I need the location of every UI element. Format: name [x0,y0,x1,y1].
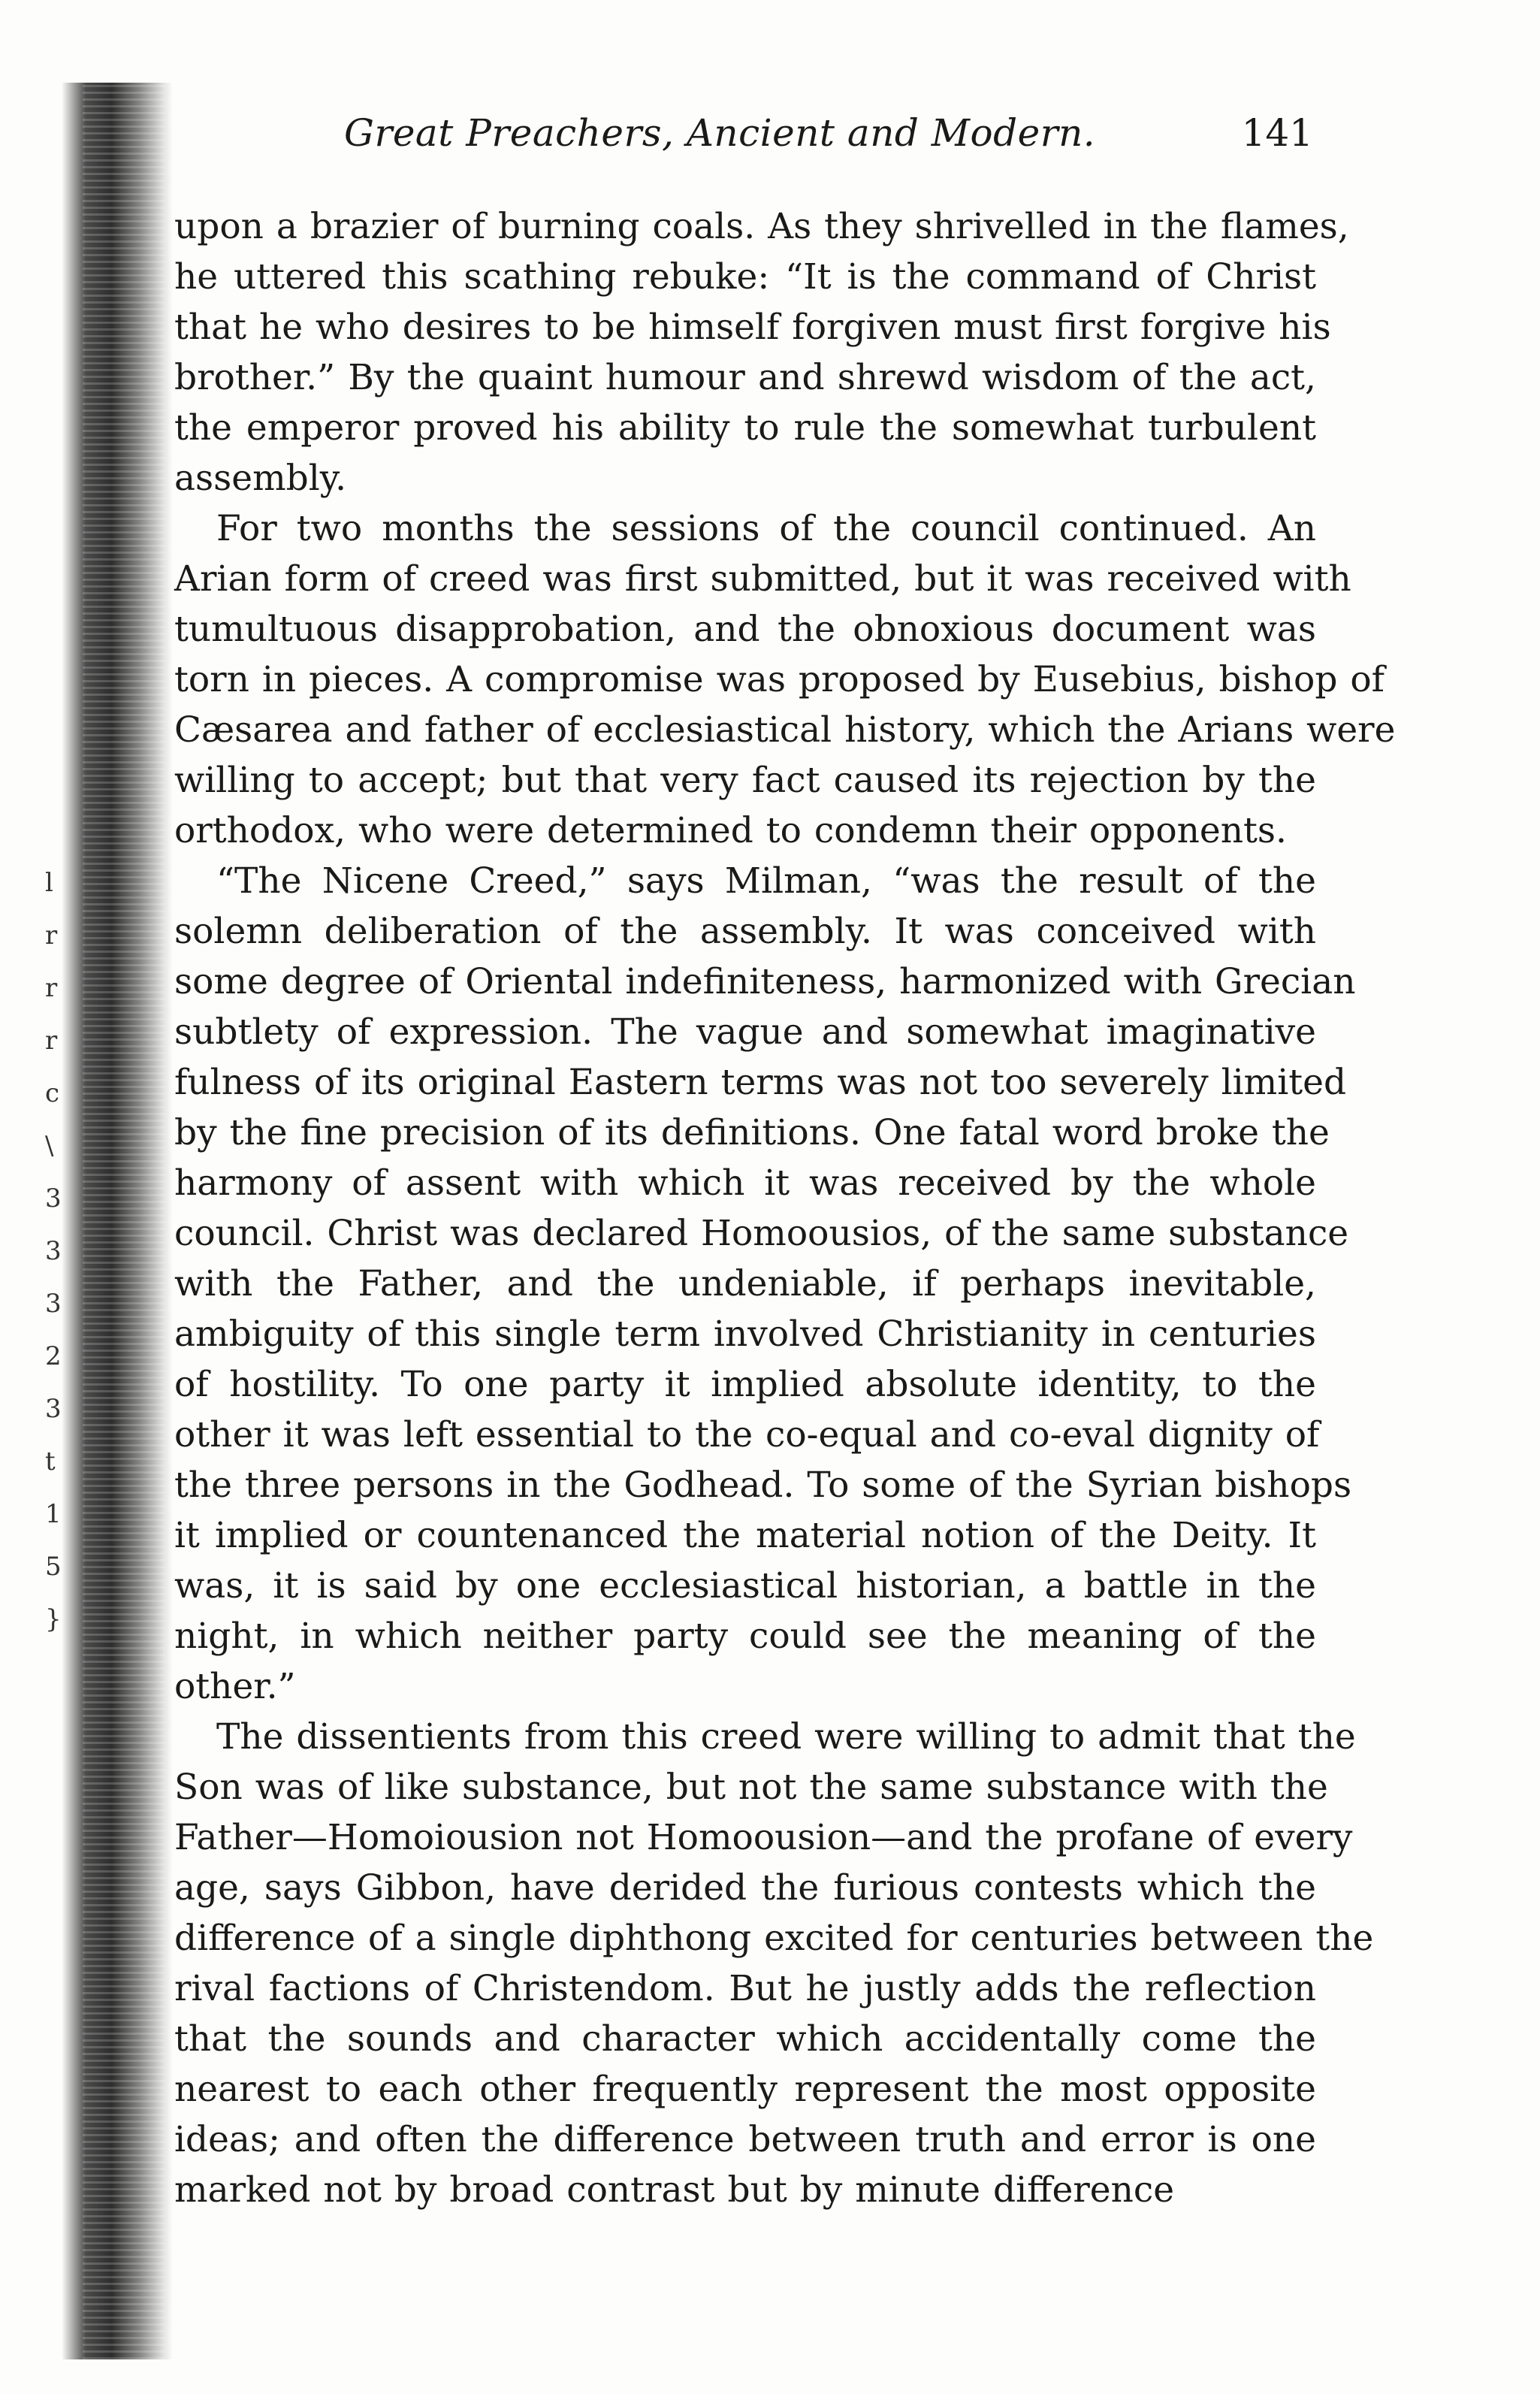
text-line: ideas; and often the difference between truth and error is one [174,2119,1316,2160]
text-line: night, in which neither party could see the meaning of the [174,1616,1316,1657]
text-line: some degree of Oriental indefiniteness, harmonized with Grecian [174,961,1356,1002]
margin-mark: 3 [45,1183,62,1214]
margin-mark: r [45,1026,58,1056]
text-line: that the sounds and character which accidentally come the [174,2018,1316,2060]
margin-mark: l [45,868,53,898]
margin-mark: 5 [45,1552,62,1582]
text-line: nearest to each other frequently represent the most opposite [174,2069,1316,2110]
margin-mark: } [45,1604,62,1634]
text-line: tumultuous disapprobation, and the obnoxious document was [174,609,1316,650]
margin-mark: r [45,973,58,1003]
text-line: he uttered this scathing rebuke: “It is the command of Christ [174,256,1316,298]
margin-mark: 2 [45,1341,62,1371]
text-line: the three persons in the Godhead. To some of the Syrian bishops [174,1465,1352,1506]
text-line: ambiguity of this single term involved Christianity in centuries [174,1313,1316,1355]
text-line: fulness of its original Eastern terms was not too severely limited [174,1062,1347,1103]
text-line: other it was left essential to the co-equal and co-eval dignity of [174,1414,1320,1455]
margin-mark: t [45,1446,56,1477]
paragraph [174,503,1396,856]
text-line: For two months the sessions of the council continued. An [216,508,1316,549]
margin-mark: 3 [45,1236,62,1266]
margin-mark: 3 [45,1289,62,1319]
paragraph [174,1712,1374,2215]
text-line: solemn deliberation of the assembly. It was conceived with [174,911,1316,952]
text-line: Father—Homoiousion not Homoousion—and the profane of every [174,1817,1353,1858]
page-header [344,111,1313,164]
running-title: Great Preachers, Ancient and Modern. [344,111,1096,155]
text-line: age, says Gibbon, have derided the furious contests which the [174,1867,1316,1909]
text-line: The dissentients from this creed were willing to admit that the [216,1716,1356,1758]
text-line: assembly. [174,458,347,499]
text-line: marked not by broad contrast but by minute difference [174,2169,1175,2211]
text-line: “The Nicene Creed,” says Milman, “was the result of the [216,860,1316,902]
text-line: subtlety of expression. The vague and somewhat imaginative [174,1011,1316,1053]
text-line: rival factions of Christendom. But he justly adds the reflection [174,1968,1316,2009]
text-line: Son was of like substance, but not the same substance with the [174,1767,1328,1808]
margin-mark: r [45,920,58,951]
body-text [174,201,1396,2215]
text-line: difference of a single diphthong excited for centuries between the [174,1918,1374,1959]
text-line: harmony of assent with which it was received by the whole [174,1162,1316,1204]
margin-marks [45,857,75,2134]
text-line: that he who desires to be himself forgiven must first forgive his [174,307,1331,348]
text-line: council. Christ was declared Homoousios, of the same substance [174,1213,1349,1254]
text-line: Cæsarea and father of ecclesiastical history, which the Arians were [174,709,1396,751]
page-number: 141 [1241,111,1313,155]
text-line: willing to accept; but that very fact caused its rejection by the [174,760,1316,801]
text-line: the emperor proved his ability to rule the somewhat turbulent [174,407,1316,449]
text-line: it implied or countenanced the material notion of the Deity. It [174,1515,1316,1556]
text-line: other.” [174,1666,296,1707]
paragraph [174,856,1356,1712]
text-line: orthodox, who were determined to condemn their opponents. [174,810,1287,851]
text-line: with the Father, and the undeniable, if perhaps inevitable, [174,1263,1316,1304]
text-line: by the fine precision of its definitions. One fatal word broke the [174,1112,1330,1153]
text-line: brother.” By the quaint humour and shrewd wisdom of the act, [174,357,1316,398]
margin-mark: 3 [45,1394,62,1424]
paragraph [174,201,1349,503]
margin-mark: 1 [45,1499,62,1529]
margin-mark: \ [45,1131,54,1161]
text-line: was, it is said by one ecclesiastical historian, a battle in the [174,1565,1316,1607]
text-line: torn in pieces. A compromise was proposed by Eusebius, bishop of [174,659,1385,700]
text-line: Arian form of creed was first submitted, but it was received with [174,558,1351,600]
text-line: upon a brazier of burning coals. As they shrivelled in the flames, [174,206,1349,247]
binding-texture [83,83,165,2359]
text-line: of hostility. To one party it implied absolute identity, to the [174,1364,1316,1405]
margin-mark: c [45,1078,60,1108]
